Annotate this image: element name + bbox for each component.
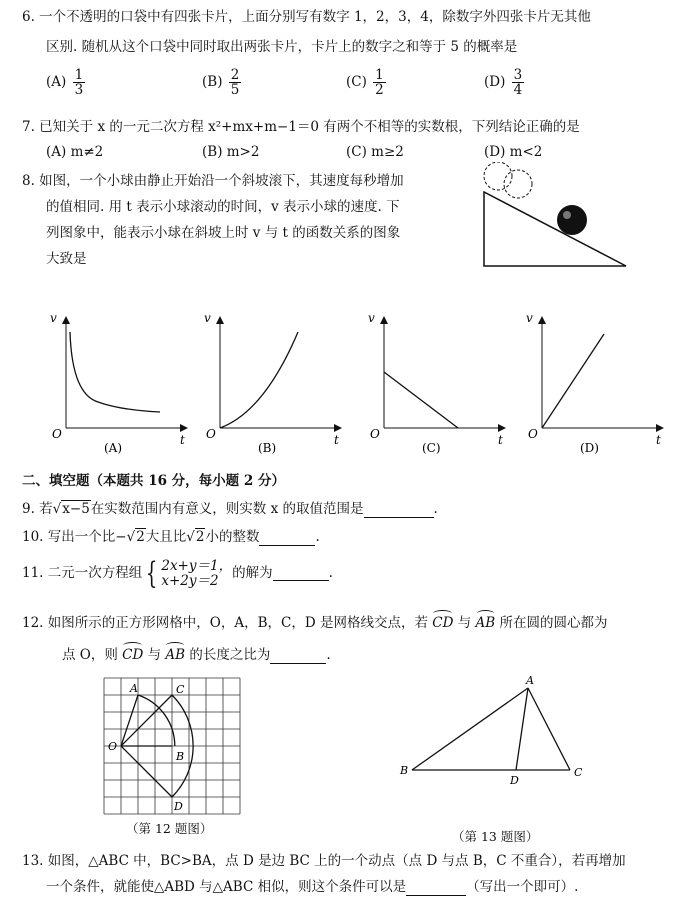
graph-t-label: t	[334, 433, 339, 447]
graph-b[interactable]	[194, 312, 344, 458]
graph-option-label: (C)	[422, 441, 441, 455]
q10-line: 10. 写出一个比−√2大且比√2小的整数 .	[22, 529, 320, 545]
graph-option-label: (A)	[104, 441, 123, 455]
ball-icon	[557, 205, 587, 235]
q7-option-a[interactable]: (A) m≠2	[46, 144, 104, 160]
q7-option-b[interactable]: (B) m>2	[202, 144, 260, 160]
triangle-figure	[398, 674, 598, 786]
fraction: $\frac{1}{3}$	[74, 67, 84, 98]
section-title: 二、填空题（本题共 16 分，每小题 2 分）	[22, 473, 285, 489]
answer-blank[interactable]	[406, 881, 466, 896]
point-d-label: D	[174, 800, 183, 813]
slope-figure	[476, 162, 632, 270]
graph-v-label: v	[50, 312, 57, 325]
answer-blank[interactable]	[364, 503, 434, 518]
q6-line1: 6. 一个不透明的口袋中有四张卡片，上面分别写有数字 1，2，3，4，除数字外四张卡片无其他	[22, 9, 591, 25]
graph-a[interactable]	[40, 312, 190, 458]
graph-origin-label: O	[206, 427, 216, 441]
graph-v-label: v	[204, 312, 211, 325]
q6-option-c[interactable]: (C) $\frac{1}{2}$	[346, 67, 384, 98]
q9-line: 9. 若√x−5在实数范围内有意义，则实数 x 的取值范围是 .	[22, 501, 438, 517]
q8-line4: 大致是	[46, 251, 87, 267]
graph-t-label: t	[656, 433, 661, 447]
answer-blank[interactable]	[259, 531, 315, 546]
q8-line2: 的值相同. 用 t 表示小球滚动的时间，v 表示小球的速度. 下	[46, 199, 400, 215]
answer-blank[interactable]	[270, 649, 326, 664]
graph-option-label: (D)	[580, 441, 599, 455]
q13-line2: 一个条件，就能使△ABD 与△ABC 相似，则这个条件可以是 （写出一个即可）.	[46, 879, 579, 895]
fig13-caption: （第 13 题图）	[452, 829, 539, 844]
grid-figure	[100, 674, 246, 820]
q12-line2: 点 O，则 CD 与 AB 的长度之比为 .	[62, 647, 331, 663]
q13-line1: 13. 如图，△ABC 中，BC>BA，点 D 是边 BC 上的一个动点（点 D 与点 B，C 不重合），若再增加	[22, 853, 626, 869]
graph-origin-label: O	[528, 427, 538, 441]
point-c-label: C	[574, 766, 583, 779]
q8-line3: 列图象中，能表示小球在斜坡上时 v 与 t 的函数关系的图象	[46, 225, 401, 241]
q6-option-a[interactable]: (A) $\frac{1}{3}$	[46, 67, 84, 98]
point-a-label: A	[130, 682, 138, 695]
graph-v-label: v	[368, 312, 375, 325]
q11-line: 11. 二元一次方程组 { 2x+y＝1， x+2y＝2 的解为 .	[22, 555, 333, 591]
point-d-label: D	[510, 774, 519, 786]
graph-d[interactable]	[516, 312, 666, 458]
fraction: $\frac{1}{2}$	[375, 67, 384, 98]
equation-system: 2x+y＝1， x+2y＝2	[161, 557, 233, 589]
fraction: $\frac{3}{4}$	[513, 67, 523, 98]
graph-option-label: (B)	[258, 441, 277, 455]
q12-line1: 12. 如图所示的正方形网格中，O，A，B，C，D 是网格线交点，若 CD 与 AB 所在圆的圆心都为	[22, 615, 608, 631]
graph-origin-label: O	[52, 427, 62, 441]
q7-option-c[interactable]: (C) m≥2	[346, 144, 404, 160]
point-a-label: A	[526, 674, 534, 687]
q8-line1: 8. 如图，一个小球由静止开始沿一个斜坡滚下，其速度每秒增加	[22, 173, 404, 189]
answer-blank[interactable]	[273, 566, 329, 581]
fraction: $\frac{2}{5}$	[230, 67, 240, 98]
point-c-label: C	[176, 683, 185, 696]
graph-t-label: t	[498, 433, 503, 447]
graph-v-label: v	[526, 312, 533, 325]
q6-line2: 区别. 随机从这个口袋中同时取出两张卡片，卡片上的数字之和等于 5 的概率是	[46, 39, 518, 55]
graph-origin-label: O	[370, 427, 380, 441]
q6-option-b[interactable]: (B) $\frac{2}{5}$	[202, 67, 240, 98]
q7-option-d[interactable]: (D) m<2	[484, 144, 543, 160]
q6-option-d[interactable]: (D) $\frac{3}{4}$	[484, 67, 523, 98]
fig12-caption: （第 12 题图）	[126, 821, 213, 836]
graph-c[interactable]	[358, 312, 508, 458]
sqrt-radicand: x−5	[62, 501, 90, 517]
graph-t-label: t	[180, 433, 185, 447]
point-b-label: B	[400, 764, 409, 777]
point-o-label: O	[108, 740, 118, 753]
q7-line1: 7. 已知关于 x 的一元二次方程 x²+mx+m−1＝0 有两个不相等的实数根，下列结论正确的是	[22, 119, 580, 135]
point-b-label: B	[176, 750, 185, 763]
